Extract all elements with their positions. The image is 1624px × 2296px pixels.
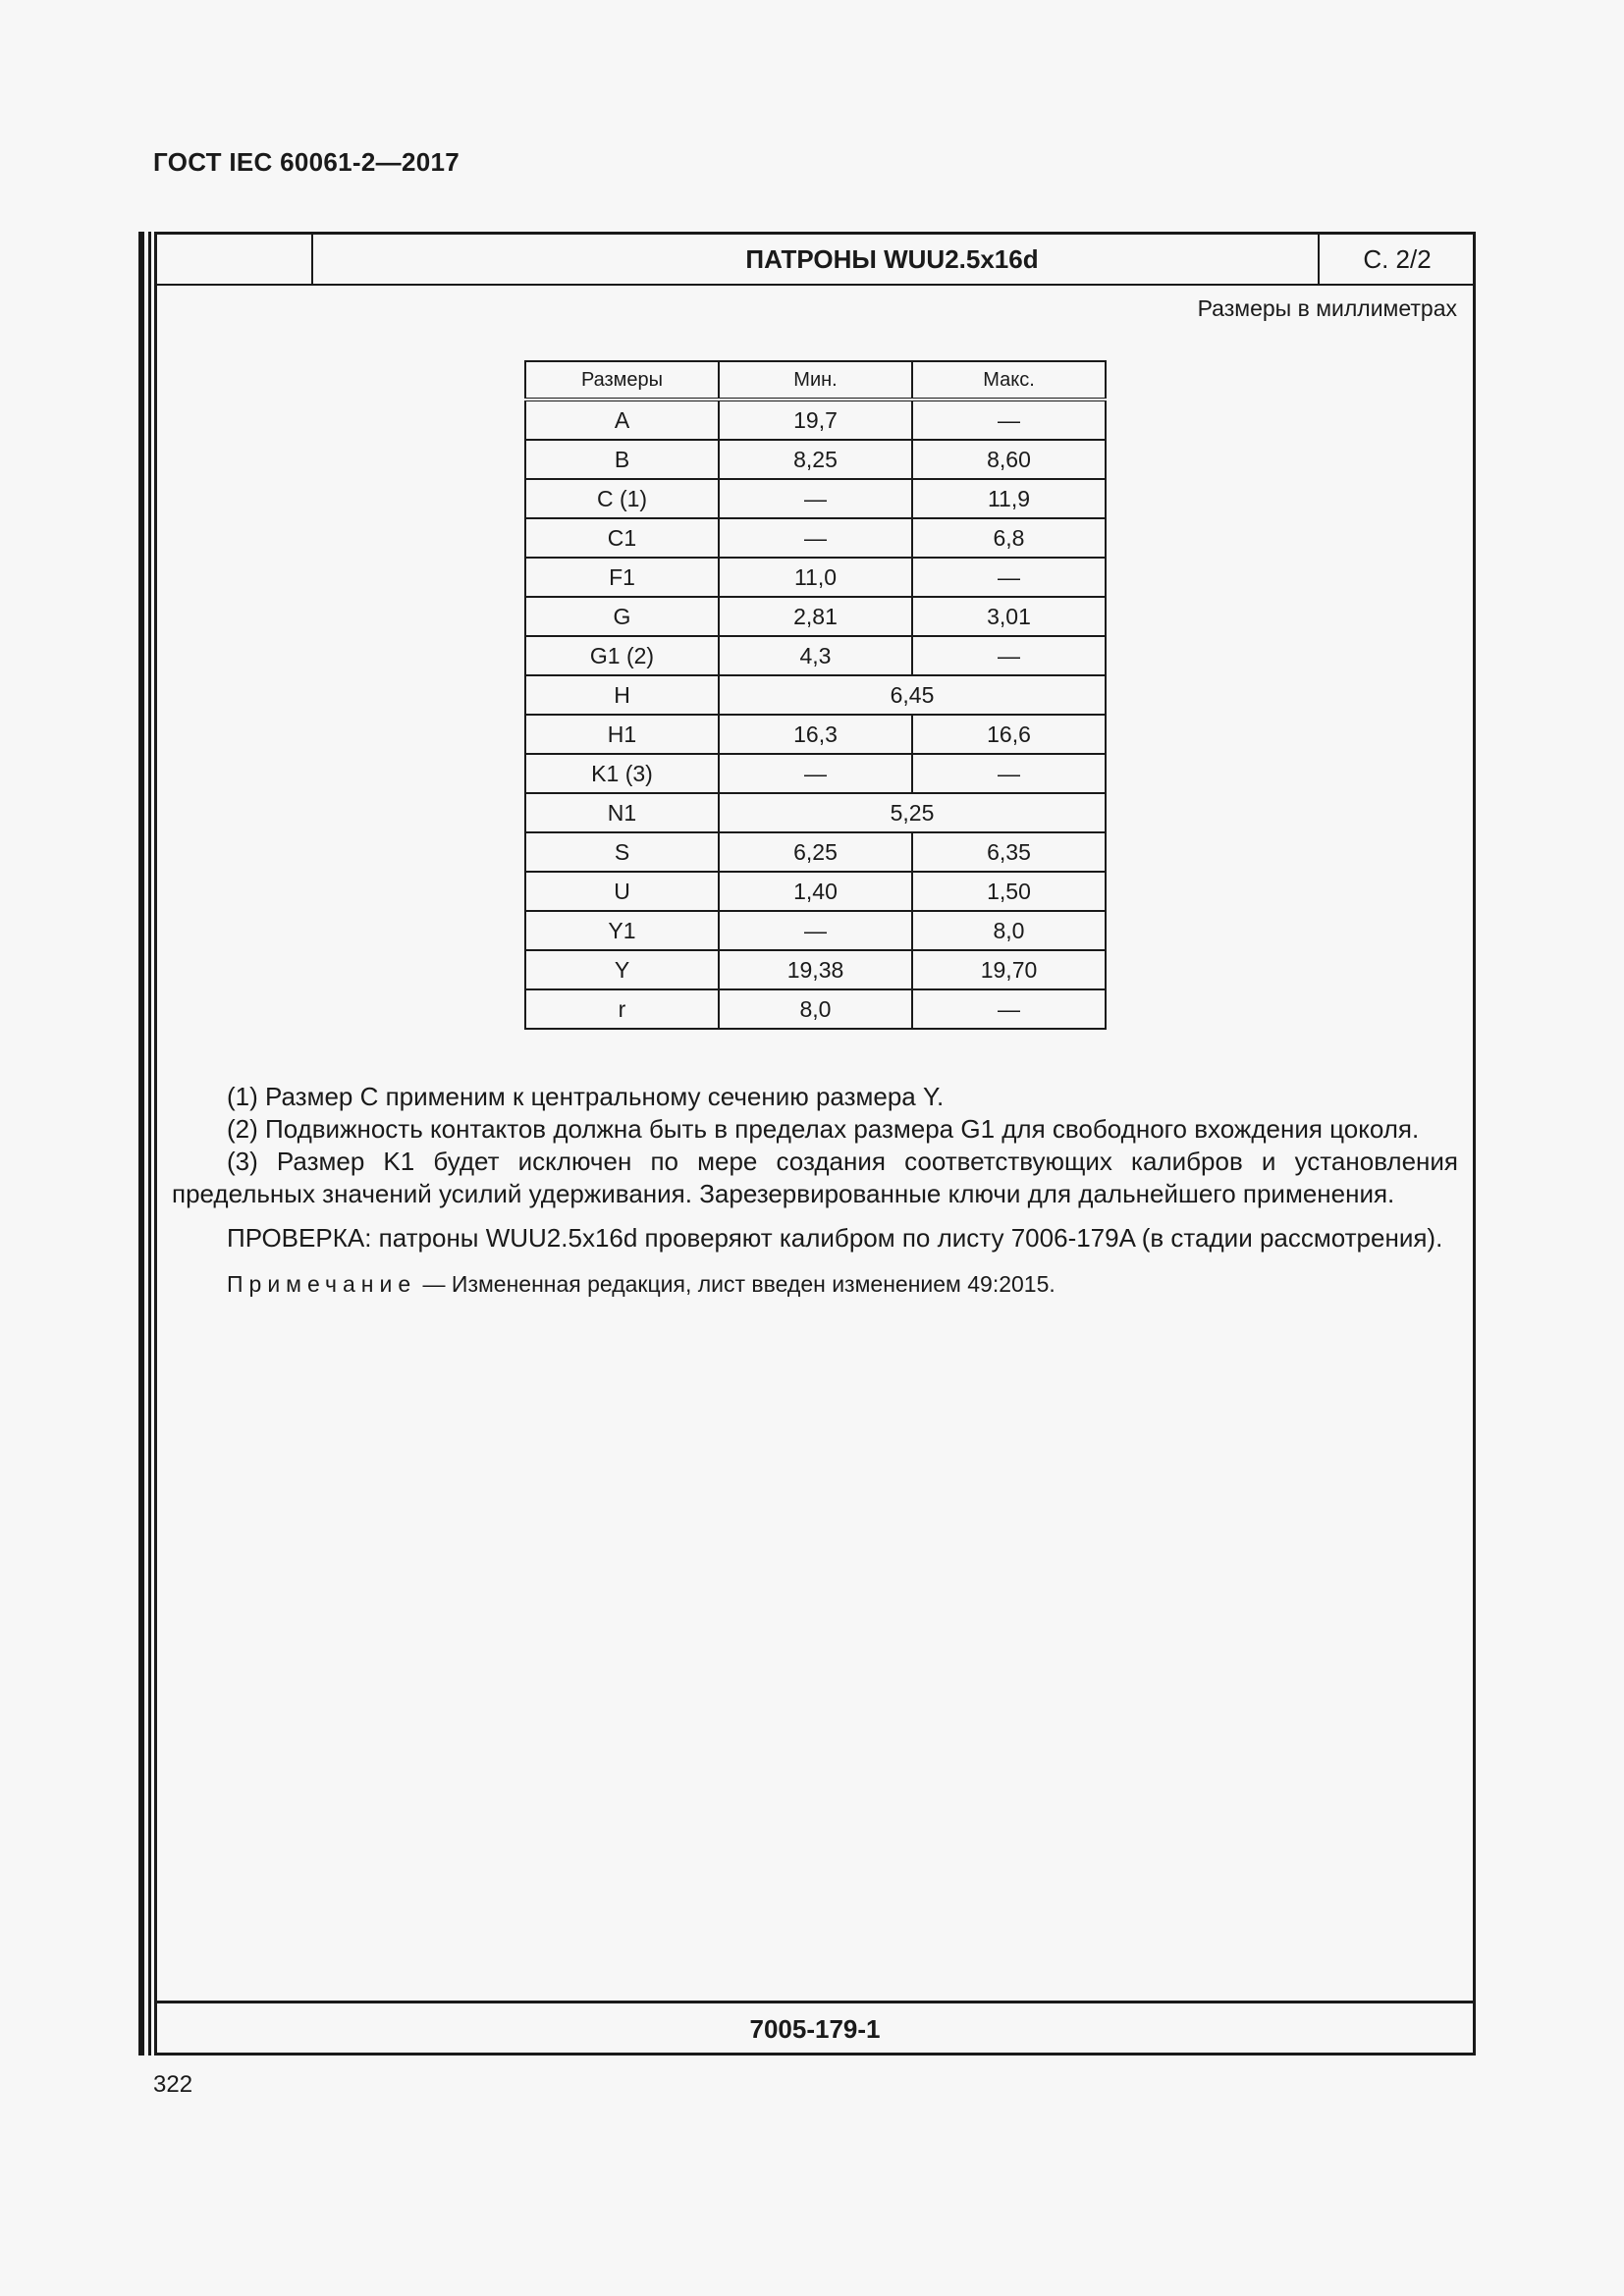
table-row [525, 440, 1106, 479]
table-row [525, 518, 1106, 558]
max-cell: — [912, 400, 1106, 440]
dimension-cell: U [525, 872, 719, 911]
max-cell: 3,01 [912, 597, 1106, 636]
min-cell: — [719, 518, 912, 558]
min-cell: — [719, 754, 912, 793]
max-cell: 19,70 [912, 950, 1106, 989]
table-row [525, 754, 1106, 793]
table-row [525, 400, 1106, 440]
max-cell: 6,8 [912, 518, 1106, 558]
max-cell: 8,60 [912, 440, 1106, 479]
min-cell: 8,0 [719, 989, 912, 1029]
remark-label: Примечание [227, 1271, 417, 1297]
max-cell: — [912, 636, 1106, 675]
value-cell: 5,25 [719, 793, 1106, 832]
max-cell: 16,6 [912, 715, 1106, 754]
title-row [157, 235, 1473, 286]
sheet-number: 7005-179-1 [157, 2001, 1473, 2053]
table-header-row [525, 361, 1106, 400]
remark [172, 1268, 1458, 1301]
remark-text: — Измененная редакция, лист введен изменением 49:2015. [416, 1271, 1056, 1297]
table-row [525, 832, 1106, 872]
footnote: (3) Размер K1 будет исключен по мере создания соответствующих калибров и установления предельных значений усилий удерживания. Зарезервированные ключи для дальнейшего применения. [172, 1147, 1458, 1208]
table-row [525, 675, 1106, 715]
table-row [525, 989, 1106, 1029]
table-body [525, 400, 1106, 1029]
min-cell: 2,81 [719, 597, 912, 636]
table-row [525, 715, 1106, 754]
dimension-cell: Y1 [525, 911, 719, 950]
dimension-cell: G1 (2) [525, 636, 719, 675]
page-number: 322 [153, 2071, 193, 2098]
min-cell: — [719, 479, 912, 518]
dimension-cell: H [525, 675, 719, 715]
min-cell: 4,3 [719, 636, 912, 675]
table-row [525, 636, 1106, 675]
max-cell: 11,9 [912, 479, 1106, 518]
min-cell: — [719, 911, 912, 950]
sheet-frame [154, 232, 1476, 2056]
binding-bar-thick [138, 232, 144, 2056]
min-cell: 16,3 [719, 715, 912, 754]
dimension-cell: B [525, 440, 719, 479]
max-cell: 6,35 [912, 832, 1106, 872]
max-cell: — [912, 754, 1106, 793]
table-row [525, 558, 1106, 597]
min-cell: 1,40 [719, 872, 912, 911]
dimension-cell: K1 (3) [525, 754, 719, 793]
max-cell: 1,50 [912, 872, 1106, 911]
max-cell: — [912, 558, 1106, 597]
footnote: (1) Размер C применим к центральному сечению размера Y. [227, 1082, 945, 1111]
min-cell: 19,7 [719, 400, 912, 440]
footnote: (2) Подвижность контактов должна быть в пределах размера G1 для свободного вхождения цоколя. [227, 1114, 1420, 1144]
table-row [525, 911, 1106, 950]
table-row [525, 793, 1106, 832]
dimensions-table [524, 360, 1107, 1030]
min-cell: 6,25 [719, 832, 912, 872]
max-cell: — [912, 989, 1106, 1029]
table-row [525, 597, 1106, 636]
title-blank-cell [157, 235, 313, 284]
table-row [525, 950, 1106, 989]
notes-section [172, 1081, 1458, 1301]
max-cell: 8,0 [912, 911, 1106, 950]
dimension-cell: r [525, 989, 719, 1029]
units-note: Размеры в миллиметрах [1197, 295, 1457, 321]
dimension-cell: G [525, 597, 719, 636]
dimension-cell: C (1) [525, 479, 719, 518]
sheet-title: ПАТРОНЫ WUU2.5x16d [745, 244, 1039, 274]
dimension-cell: F1 [525, 558, 719, 597]
value-cell: 6,45 [719, 675, 1106, 715]
dimension-cell: A [525, 400, 719, 440]
column-header: Размеры [525, 361, 719, 400]
binding-bar-thin [148, 232, 151, 2056]
dimension-cell: S [525, 832, 719, 872]
table-row [525, 872, 1106, 911]
min-cell: 11,0 [719, 558, 912, 597]
verification-text: ПРОВЕРКА: патроны WUU2.5x16d проверяют калибром по листу 7006-179A (в стадии рассмотрения). [227, 1223, 1443, 1253]
document-id: ГОСТ IEC 60061-2—2017 [153, 147, 460, 177]
dimension-cell: Y [525, 950, 719, 989]
dimension-cell: N1 [525, 793, 719, 832]
column-header: Мин. [719, 361, 912, 400]
dimension-cell: H1 [525, 715, 719, 754]
page-indicator: С. 2/2 [1318, 235, 1475, 284]
table-row [525, 479, 1106, 518]
column-header: Макс. [912, 361, 1106, 400]
dimension-cell: C1 [525, 518, 719, 558]
min-cell: 19,38 [719, 950, 912, 989]
min-cell: 8,25 [719, 440, 912, 479]
